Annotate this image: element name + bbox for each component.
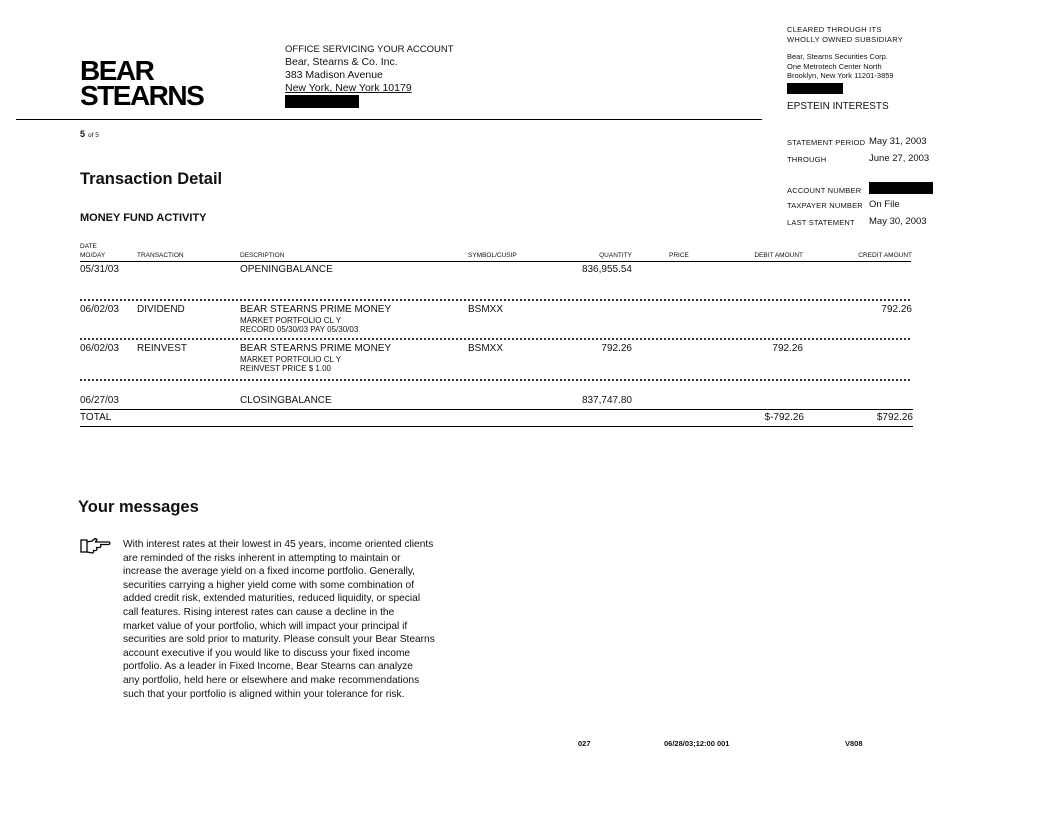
message-line: are reminded of the risks inherent in attempting to maintain or [123,552,401,564]
clearing-line-2: WHOLLY OWNED SUBSIDIARY [787,34,904,44]
row-1-quantity: 836,955.54 [581,264,632,275]
header-quantity: QUANTITY [599,252,632,259]
row-2-description: BEAR STEARNS PRIME MONEY [240,304,392,315]
office-city: New York, New York 10179 [285,82,412,94]
account-number-label: ACCOUNT NUMBER [787,186,862,195]
row-4-description: CLOSINGBALANCE [240,395,332,406]
header-transaction: TRANSACTION [137,252,184,259]
message-line: added credit risk, extended maturities, reduced liquidity, or special [123,593,421,605]
bear-stearns-logo [80,55,204,111]
total-label: TOTAL [80,412,112,423]
through-label: THROUGH [787,155,827,164]
row-2-date: 06/02/03 [80,304,119,315]
row-4-date: 06/27/03 [80,395,119,406]
statement-period-value: May 31, 2003 [869,136,927,147]
redacted-clearing-info [787,83,843,94]
page-number [80,129,99,139]
page-current: 5 [80,129,86,139]
row-4-quantity: 837,747.80 [581,395,632,406]
office-street: 383 Madison Avenue [285,69,383,81]
taxpayer-number-value: On File [869,199,900,210]
message-line: call features. Rising interest rates can cause a decline in the [123,606,395,618]
message-line: market value of your portfolio, which will impact your principal if [123,620,408,632]
footer-version: V808 [845,739,863,748]
header-divider [16,119,762,120]
clearing-name: Bear, Stearns Securities Corp. [787,52,888,61]
row-3-debit: 792.26 [772,343,803,354]
message-line: such that your portfolio is aligned within your tolerance for risk. [123,688,405,700]
message-body [123,538,483,701]
taxpayer-number-label: TAXPAYER NUMBER [787,201,863,210]
row-3-symbol: BSMXX [468,343,504,354]
redacted-phone [285,95,359,108]
total-credit: $792.26 [876,412,913,423]
header-description: DESCRIPTION [240,252,285,259]
message-line: any portfolio, held here or elsewhere and make recommendations [123,674,420,686]
office-heading: OFFICE SERVICING YOUR ACCOUNT [285,44,454,55]
row-2-symbol: BSMXX [468,304,504,315]
clearing-notice [787,25,903,44]
header-rule [80,261,911,262]
row-separator [80,379,910,381]
message-line: securities are sold prior to maturity. Please consult your Bear Stearns [123,634,435,646]
row-3-transaction: REINVEST [137,343,188,354]
message-line: account executive if you would like to discuss your fixed income [123,647,411,659]
row-3-date: 06/02/03 [80,343,119,354]
redacted-account-number [869,182,933,194]
message-line: With interest rates at their lowest in 45 years, income oriented clients [123,539,434,550]
total-rule-top [80,409,913,410]
clearing-line-1: CLEARED THROUGH ITS [787,25,882,34]
footer-timestamp: 06/28/03;12:00 001 [664,739,730,748]
header-symbol: SYMBOL/CUSIP [468,252,517,259]
row-3-description: BEAR STEARNS PRIME MONEY [240,343,392,354]
logo-line-1: BEAR [80,55,154,86]
footer-code: 027 [578,739,591,748]
page-total: of 5 [88,132,99,139]
pointing-hand-icon [80,537,112,555]
row-3-description-line-3: REINVEST PRICE $ 1.00 [240,364,331,373]
header-date: MO/DAY [80,252,106,259]
message-line: portfolio. As a leader in Fixed Income, Bear Stearns can analyze [123,661,413,673]
total-rule-bottom [80,426,913,427]
header-debit: DEBIT AMOUNT [754,252,803,259]
header-date-top: DATE [80,243,97,250]
transaction-table [80,243,914,433]
row-separator [80,338,910,340]
row-3-quantity: 792.26 [601,343,632,354]
row-separator [80,299,910,301]
row-1-description: OPENINGBALANCE [240,264,333,275]
header-credit: CREDIT AMOUNT [858,252,912,259]
clearing-address [787,52,894,94]
row-2-description-line-2: MARKET PORTFOLIO CL Y [240,316,342,325]
last-statement-value: May 30, 2003 [869,216,927,227]
last-statement-label: LAST STATEMENT [787,218,855,227]
messages-title: Your messages [78,498,199,516]
through-value: June 27, 2003 [869,153,930,164]
clearing-address-1: One Metrotech Center North [787,61,882,71]
office-address [285,43,454,108]
row-2-description-line-3: RECORD 05/30/03 PAY 05/30/03 [240,325,359,334]
total-debit: $-792.26 [764,412,804,423]
row-2-credit: 792.26 [881,304,912,315]
clearing-address-2: Brooklyn, New York 11201-3859 [787,71,894,80]
section-title: Transaction Detail [80,170,223,188]
header-price: PRICE [669,252,689,259]
logo-line-2: STEARNS [80,80,204,111]
message-line: securities carrying a higher yield come with some combination of [123,579,415,591]
office-name: Bear, Stearns & Co. Inc. [285,56,398,68]
section-subtitle: MONEY FUND ACTIVITY [80,212,207,224]
row-1-date: 05/31/03 [80,264,119,275]
message-line: increase the average yield on a fixed income portfolio. Generally, [123,566,416,578]
row-2-transaction: DIVIDEND [137,304,185,315]
statement-period-label: STATEMENT PERIOD [787,138,866,147]
account-holder-name: EPSTEIN INTERESTS [787,101,889,112]
row-3-description-line-2: MARKET PORTFOLIO CL Y [240,355,342,364]
